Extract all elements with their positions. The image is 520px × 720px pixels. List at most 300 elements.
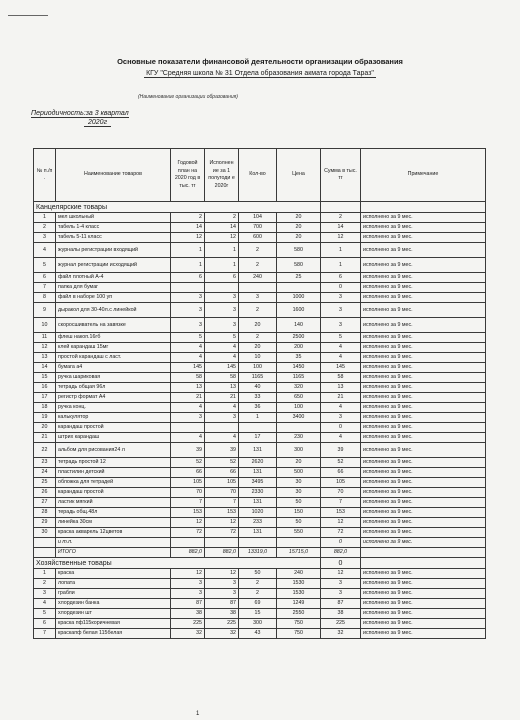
cell-sum: 6 — [321, 273, 361, 283]
cell-execution: 7 — [205, 498, 239, 508]
table-row — [34, 353, 486, 363]
cell-price: 230 — [277, 433, 321, 443]
col-header-number: № п./п . — [34, 149, 56, 202]
cell-sum: 14 — [321, 223, 361, 233]
table-row — [34, 488, 486, 498]
cell-name: калькулятор — [56, 413, 171, 423]
table-row — [34, 423, 486, 433]
cell-plan: 3 — [171, 589, 205, 599]
cell-note: исполнено за 9 мес. — [361, 498, 486, 508]
cell-quantity: 17 — [239, 433, 277, 443]
cell-execution: 105 — [205, 478, 239, 488]
cell-sum: 4 — [321, 433, 361, 443]
cell-number: 9 — [34, 303, 56, 318]
cell-number: 7 — [34, 629, 56, 639]
cell-plan: 7 — [171, 498, 205, 508]
cell-quantity: 33 — [239, 393, 277, 403]
cell-plan: 1 — [171, 258, 205, 273]
cell-plan: 58 — [171, 373, 205, 383]
cell-execution: 3 — [205, 579, 239, 589]
cell-number: 18 — [34, 403, 56, 413]
cell-sum: 70 — [321, 488, 361, 498]
cell-name: дыракол для 30-40л.с линейкой — [56, 303, 171, 318]
cell-number: 4 — [34, 599, 56, 609]
cell-sum: 145 — [321, 363, 361, 373]
cell-plan: 72 — [171, 528, 205, 538]
cell-plan: 32 — [171, 629, 205, 639]
cell-plan: 3 — [171, 413, 205, 423]
cell-name: карандаш простой — [56, 488, 171, 498]
table-row — [34, 569, 486, 579]
cell-price — [277, 423, 321, 433]
cell-plan: 4 — [171, 353, 205, 363]
cell-quantity: 104 — [239, 213, 277, 223]
cell-note: исполнено за 9 мес. — [361, 318, 486, 333]
cell-sum: 32 — [321, 629, 361, 639]
organization-name-text: КГУ "Средняя школа № 31 Отдела образования акмата города Тараз" — [146, 70, 374, 77]
cell-number: 25 — [34, 478, 56, 488]
cell-plan: 13 — [171, 383, 205, 393]
cell-price: 550 — [277, 528, 321, 538]
cell-price: 20 — [277, 233, 321, 243]
cell-name: альбом для рисования24 л — [56, 443, 171, 458]
cell-price: 50 — [277, 518, 321, 528]
cell-price: 1530 — [277, 579, 321, 589]
cell-execution — [205, 283, 239, 293]
cell-quantity: 131 — [239, 498, 277, 508]
cell-number: 29 — [34, 518, 56, 528]
cell-quantity — [239, 538, 277, 548]
cell-plan: 4 — [171, 343, 205, 353]
table-row — [34, 619, 486, 629]
cell-price: 3400 — [277, 413, 321, 423]
cell-price — [277, 538, 321, 548]
cell-name: карандаш простой — [56, 423, 171, 433]
cell-execution: 21 — [205, 393, 239, 403]
cell-execution: 12 — [205, 518, 239, 528]
cell-quantity: 233 — [239, 518, 277, 528]
cell-sum: 72 — [321, 528, 361, 538]
cell-note: исполнено за 9 мес. — [361, 393, 486, 403]
cell-note: исполнено за 9 мес. — [361, 589, 486, 599]
col-header-sum: Сумма в тыс. тг — [321, 149, 361, 202]
table-row — [34, 468, 486, 478]
cell-name: краска — [56, 569, 171, 579]
cell-number: 2 — [34, 579, 56, 589]
col-header-quantity: Кол-во — [239, 149, 277, 202]
table-row — [34, 528, 486, 538]
cell-note: исполнено за 9 мес. — [361, 353, 486, 363]
cell-number: 15 — [34, 373, 56, 383]
cell-number: 3 — [34, 589, 56, 599]
cell-quantity: 3495 — [239, 478, 277, 488]
cell-price: 1600 — [277, 303, 321, 318]
cell-sum: 87 — [321, 599, 361, 609]
cell-execution: 4 — [205, 353, 239, 363]
cell-number: 20 — [34, 423, 56, 433]
cell-note: исполнено за 9 мес. — [361, 619, 486, 629]
organization-note: (Наименование организации образования) — [138, 94, 238, 100]
cell-quantity: 2 — [239, 243, 277, 258]
cell-plan: 1 — [171, 243, 205, 258]
cell-sum: 3 — [321, 579, 361, 589]
cell-price: 200 — [277, 343, 321, 353]
col-header-plan: Годовой план на 2020 год в тыс. тг — [171, 149, 205, 202]
total-number — [34, 548, 56, 558]
table-row — [34, 233, 486, 243]
cell-number: 28 — [34, 508, 56, 518]
cell-quantity — [239, 423, 277, 433]
cell-name: краска акварель 12цветов — [56, 528, 171, 538]
section-head-note — [361, 202, 486, 213]
cell-sum: 4 — [321, 353, 361, 363]
cell-sum: 153 — [321, 508, 361, 518]
table-row — [34, 518, 486, 528]
cell-quantity: 131 — [239, 443, 277, 458]
table-row — [34, 433, 486, 443]
cell-number: 1 — [34, 569, 56, 579]
cell-number: 8 — [34, 293, 56, 303]
table-header-row — [34, 149, 486, 202]
table-row — [34, 403, 486, 413]
cell-name: тетрадь общая 96л — [56, 383, 171, 393]
cell-number: 21 — [34, 433, 56, 443]
cell-name: краска пф115коричневая — [56, 619, 171, 629]
cell-note: исполнено за 9 мес. — [361, 508, 486, 518]
cell-name: линейка 30см — [56, 518, 171, 528]
cell-price: 50 — [277, 498, 321, 508]
table-row — [34, 293, 486, 303]
cell-note: исполнено за 9 мес. — [361, 413, 486, 423]
cell-number: 30 — [34, 528, 56, 538]
cell-price: 1450 — [277, 363, 321, 373]
cell-quantity: 131 — [239, 468, 277, 478]
cell-price: 240 — [277, 569, 321, 579]
total-execution: 882,0 — [205, 548, 239, 558]
cell-price: 580 — [277, 243, 321, 258]
table-row — [34, 363, 486, 373]
table-row — [34, 258, 486, 273]
cell-quantity: 700 — [239, 223, 277, 233]
cell-execution: 52 — [205, 458, 239, 468]
cell-name: лопата — [56, 579, 171, 589]
cell-execution: 3 — [205, 413, 239, 423]
cell-sum: 4 — [321, 343, 361, 353]
cell-execution — [205, 423, 239, 433]
total-plan: 882,0 — [171, 548, 205, 558]
cell-plan — [171, 283, 205, 293]
cell-execution: 3 — [205, 303, 239, 318]
cell-price: 300 — [277, 443, 321, 458]
section-title: Хозяйственные товары — [34, 558, 321, 569]
cell-note: исполнено за 9 мес. — [361, 293, 486, 303]
cell-plan: 5 — [171, 333, 205, 343]
document-title: Основные показатели финансовой деятельности организации образования — [117, 57, 403, 66]
cell-plan: 105 — [171, 478, 205, 488]
total-label: ИТОГО — [56, 548, 171, 558]
cell-plan — [171, 423, 205, 433]
cell-name: и т.п. — [56, 538, 171, 548]
cell-number: 26 — [34, 488, 56, 498]
cell-plan: 21 — [171, 393, 205, 403]
cell-quantity: 300 — [239, 619, 277, 629]
cell-note: исполнено за 9 мес. — [361, 538, 486, 548]
cell-sum: 58 — [321, 373, 361, 383]
cell-note: исполнено за 9 мес. — [361, 283, 486, 293]
cell-note: исполнено за 9 мес. — [361, 273, 486, 283]
cell-quantity: 2 — [239, 258, 277, 273]
cell-note: исполнено за 9 мес. — [361, 403, 486, 413]
cell-execution: 13 — [205, 383, 239, 393]
table-row — [34, 283, 486, 293]
cell-execution: 66 — [205, 468, 239, 478]
period-label — [31, 110, 129, 117]
cell-sum: 0 — [321, 538, 361, 548]
cell-sum: 4 — [321, 403, 361, 413]
cell-execution: 145 — [205, 363, 239, 373]
cell-quantity: 43 — [239, 629, 277, 639]
cell-execution: 87 — [205, 599, 239, 609]
cell-execution: 1 — [205, 258, 239, 273]
cell-quantity: 2 — [239, 589, 277, 599]
cell-note: исполнено за 9 мес. — [361, 458, 486, 468]
cell-execution: 1 — [205, 243, 239, 258]
cell-price: 1530 — [277, 589, 321, 599]
cell-quantity: 50 — [239, 569, 277, 579]
cell-sum: 5 — [321, 333, 361, 343]
cell-execution: 3 — [205, 293, 239, 303]
cell-quantity: 1020 — [239, 508, 277, 518]
cell-note: исполнено за 9 мес. — [361, 478, 486, 488]
total-price: 15715,0 — [277, 548, 321, 558]
section-header-row — [34, 558, 486, 569]
cell-note: исполнено за 9 мес. — [361, 423, 486, 433]
total-row — [34, 548, 486, 558]
cell-number: 1 — [34, 213, 56, 223]
table-row — [34, 343, 486, 353]
cell-execution: 39 — [205, 443, 239, 458]
cell-sum: 52 — [321, 458, 361, 468]
cell-price: 150 — [277, 508, 321, 518]
table-row — [34, 213, 486, 223]
cell-execution: 72 — [205, 528, 239, 538]
cell-plan: 12 — [171, 233, 205, 243]
cell-note: исполнено за 9 мес. — [361, 383, 486, 393]
cell-plan: 4 — [171, 403, 205, 413]
col-header-price: Цена — [277, 149, 321, 202]
cell-execution: 2 — [205, 213, 239, 223]
organization-name — [0, 70, 520, 77]
cell-name: пластилин детский — [56, 468, 171, 478]
cell-quantity — [239, 283, 277, 293]
cell-price: 100 — [277, 403, 321, 413]
cell-number: 4 — [34, 243, 56, 258]
section-head-sum — [321, 202, 361, 213]
table-row — [34, 498, 486, 508]
cell-price: 750 — [277, 629, 321, 639]
table-row — [34, 373, 486, 383]
cell-sum: 2 — [321, 213, 361, 223]
cell-price: 35 — [277, 353, 321, 363]
table-row — [34, 303, 486, 318]
cell-name: журнал регистрации исходящий — [56, 258, 171, 273]
cell-plan: 4 — [171, 433, 205, 443]
cell-name: клей карандаш 15мг — [56, 343, 171, 353]
cell-note: исполнено за 9 мес. — [361, 579, 486, 589]
cell-execution: 38 — [205, 609, 239, 619]
cell-note: исполнено за 9 мес. — [361, 609, 486, 619]
cell-plan: 70 — [171, 488, 205, 498]
cell-sum: 13 — [321, 383, 361, 393]
cell-price: 1000 — [277, 293, 321, 303]
cell-price: 140 — [277, 318, 321, 333]
cell-quantity: 2 — [239, 303, 277, 318]
cell-quantity: 2 — [239, 333, 277, 343]
cell-note: исполнено за 9 мес. — [361, 373, 486, 383]
cell-number: 14 — [34, 363, 56, 373]
table-row — [34, 318, 486, 333]
table-row — [34, 458, 486, 468]
cell-quantity: 2620 — [239, 458, 277, 468]
cell-quantity: 20 — [239, 343, 277, 353]
cell-sum: 12 — [321, 233, 361, 243]
cell-plan: 38 — [171, 609, 205, 619]
cell-sum: 3 — [321, 413, 361, 423]
table-row — [34, 243, 486, 258]
cell-name: мел школьный — [56, 213, 171, 223]
cell-name: грабли — [56, 589, 171, 599]
cell-name: бумага а4 — [56, 363, 171, 373]
cell-plan: 3 — [171, 293, 205, 303]
cell-price: 500 — [277, 468, 321, 478]
cell-number: 6 — [34, 273, 56, 283]
cell-note: исполнено за 9 мес. — [361, 233, 486, 243]
cell-name: хлордезин банка — [56, 599, 171, 609]
cell-sum: 1 — [321, 258, 361, 273]
cell-number: 24 — [34, 468, 56, 478]
cell-name: терадь общ.48л — [56, 508, 171, 518]
table-row — [34, 589, 486, 599]
cell-sum: 105 — [321, 478, 361, 488]
cell-price: 650 — [277, 393, 321, 403]
cell-note: исполнено за 9 мес. — [361, 629, 486, 639]
cell-price: 2550 — [277, 609, 321, 619]
total-sum: 882,0 — [321, 548, 361, 558]
cell-plan: 66 — [171, 468, 205, 478]
cell-price: 30 — [277, 478, 321, 488]
cell-price: 20 — [277, 458, 321, 468]
cell-price: 20 — [277, 213, 321, 223]
cell-number: 12 — [34, 343, 56, 353]
cell-quantity: 1 — [239, 413, 277, 423]
cell-execution: 3 — [205, 589, 239, 599]
table-row — [34, 383, 486, 393]
section-header-row — [34, 202, 486, 213]
cell-quantity: 2 — [239, 579, 277, 589]
cell-note: исполнено за 9 мес. — [361, 518, 486, 528]
cell-price: 1165 — [277, 373, 321, 383]
cell-note: исполнено за 9 мес. — [361, 528, 486, 538]
cell-execution: 58 — [205, 373, 239, 383]
page-number: 1 — [196, 711, 200, 717]
cell-quantity: 40 — [239, 383, 277, 393]
cell-number — [34, 538, 56, 548]
cell-note: исполнено за 9 мес. — [361, 363, 486, 373]
cell-execution: 12 — [205, 233, 239, 243]
table-row — [34, 413, 486, 423]
cell-sum: 21 — [321, 393, 361, 403]
cell-number: 7 — [34, 283, 56, 293]
cell-note: исполнено за 9 мес. — [361, 303, 486, 318]
cell-execution: 32 — [205, 629, 239, 639]
cell-quantity: 2330 — [239, 488, 277, 498]
table-row — [34, 333, 486, 343]
cell-price: 30 — [277, 488, 321, 498]
cell-price: 580 — [277, 258, 321, 273]
cell-quantity: 36 — [239, 403, 277, 413]
cell-sum: 39 — [321, 443, 361, 458]
cell-note: исполнено за 9 мес. — [361, 243, 486, 258]
cell-name: скоросшиватель на завязке — [56, 318, 171, 333]
cell-price: 1249 — [277, 599, 321, 609]
cell-note: исполнено за 9 мес. — [361, 433, 486, 443]
section-title: Канцелярские товары — [34, 202, 321, 213]
cell-note: исполнено за 9 мес. — [361, 343, 486, 353]
cell-plan: 87 — [171, 599, 205, 609]
cell-number: 27 — [34, 498, 56, 508]
cell-number: 19 — [34, 413, 56, 423]
section-head-note — [361, 558, 486, 569]
cell-note: исполнено за 9 мес. — [361, 569, 486, 579]
cell-sum: 225 — [321, 619, 361, 629]
cell-quantity: 600 — [239, 233, 277, 243]
cell-plan: 2 — [171, 213, 205, 223]
cell-number: 10 — [34, 318, 56, 333]
cell-price: 25 — [277, 273, 321, 283]
cell-number: 13 — [34, 353, 56, 363]
cell-plan: 225 — [171, 619, 205, 629]
cell-sum: 3 — [321, 293, 361, 303]
cell-number: 23 — [34, 458, 56, 468]
cell-quantity: 20 — [239, 318, 277, 333]
cell-plan: 145 — [171, 363, 205, 373]
cell-number: 2 — [34, 223, 56, 233]
cell-number: 22 — [34, 443, 56, 458]
cell-sum: 7 — [321, 498, 361, 508]
col-header-execution: Исполнен ие за 1 полугоди е 2020г — [205, 149, 239, 202]
cell-sum: 1 — [321, 243, 361, 258]
cell-number: 17 — [34, 393, 56, 403]
total-quantity: 13319,0 — [239, 548, 277, 558]
cell-price: 2500 — [277, 333, 321, 343]
cell-number: 3 — [34, 233, 56, 243]
cell-name: ручка шариковая — [56, 373, 171, 383]
cell-note: исполнено за 9 мес. — [361, 333, 486, 343]
col-header-note: Примечание — [361, 149, 486, 202]
cell-note: исполнено за 9 мес. — [361, 223, 486, 233]
cell-execution: 3 — [205, 318, 239, 333]
total-note — [361, 548, 486, 558]
cell-plan — [171, 538, 205, 548]
cell-note: исполнено за 9 мес. — [361, 213, 486, 223]
cell-execution: 6 — [205, 273, 239, 283]
period-label-text: Периодичность:за 3 квартал — [31, 110, 129, 117]
table-row — [34, 538, 486, 548]
cell-plan: 6 — [171, 273, 205, 283]
cell-number: 5 — [34, 258, 56, 273]
cell-sum: 0 — [321, 283, 361, 293]
cell-name: штрих карандаш — [56, 433, 171, 443]
